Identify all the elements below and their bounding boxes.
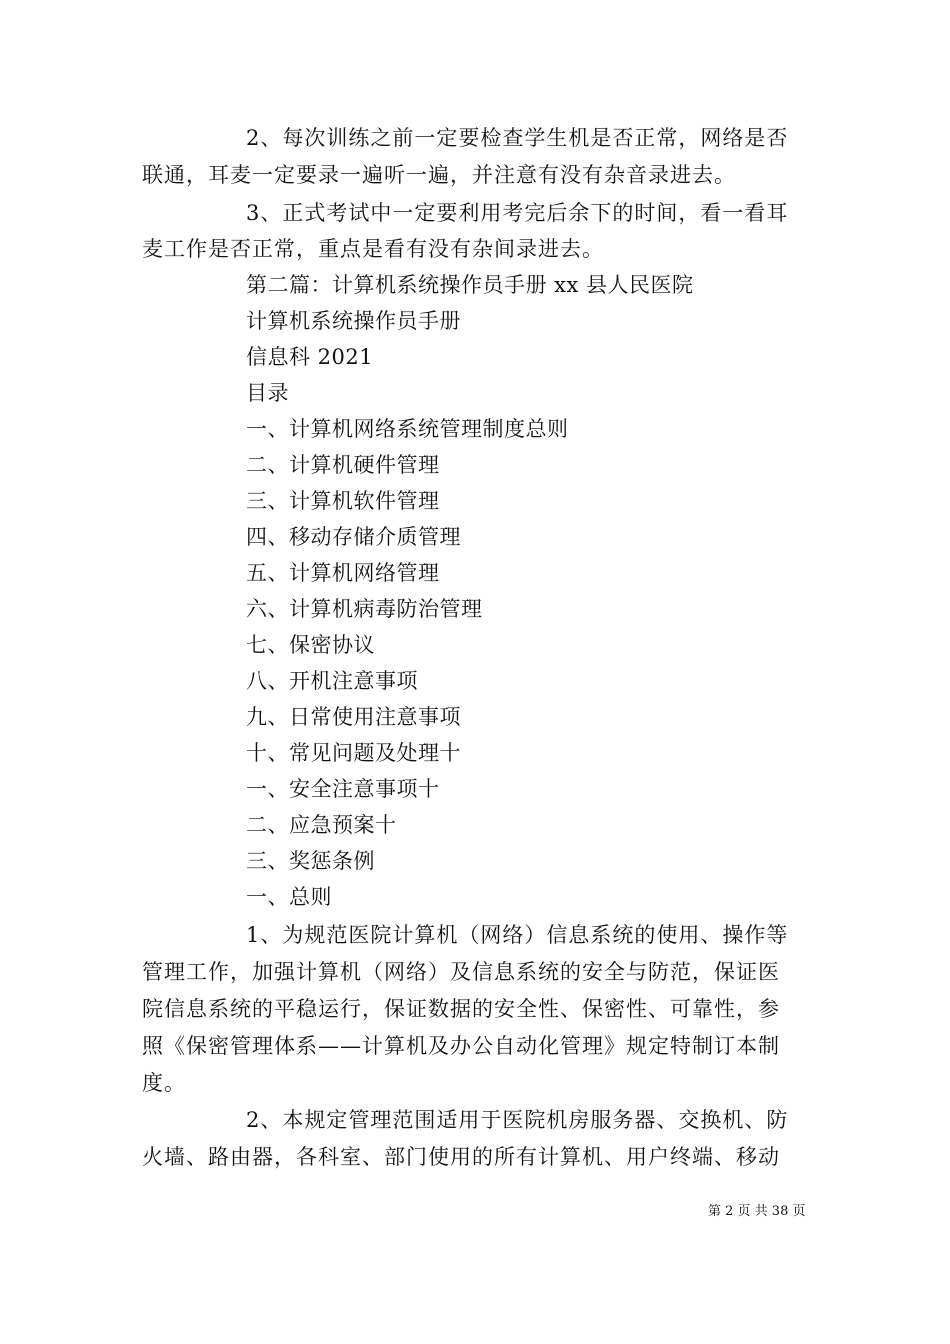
section-paragraph-1-line-2: 管理工作，加强计算机（网络）及信息系统的安全与防范，保证医: [142, 960, 780, 984]
toc-item: 五、计算机网络管理: [246, 561, 440, 585]
toc-item: 三、奖惩条例: [246, 849, 375, 873]
part-title: 第二篇：计算机系统操作员手册 xx 县人民医院: [246, 273, 694, 297]
section-paragraph-1-line-3: 院信息系统的平稳运行，保证数据的安全性、保密性、可靠性，参: [142, 997, 780, 1021]
toc-title: 目录: [246, 381, 289, 405]
paragraph-3-line-1: 3、正式考试中一定要利用考完后余下的时间，看一看耳: [246, 201, 789, 225]
section-paragraph-1-line-5: 度。: [142, 1071, 186, 1095]
section-paragraph-2-line-1: 2、本规定管理范围适用于医院机房服务器、交换机、防: [246, 1108, 789, 1132]
toc-item: 三、计算机软件管理: [246, 489, 440, 513]
toc-item: 十、常见问题及处理十: [246, 741, 461, 765]
toc-item: 九、日常使用注意事项: [246, 705, 461, 729]
toc-item: 二、应急预案十: [246, 813, 397, 837]
toc-item: 二、计算机硬件管理: [246, 453, 440, 477]
section-paragraph-1-line-1: 1、为规范医院计算机（网络）信息系统的使用、操作等: [246, 923, 789, 947]
paragraph-2-line-2: 联通，耳麦一定要录一遍听一遍，并注意有没有杂音录进去。: [142, 163, 736, 187]
page-number-footer: 第 2 页 共 38 页: [708, 1204, 806, 1219]
paragraph-2-line-1: 2、每次训练之前一定要检查学生机是否正常，网络是否: [246, 126, 789, 150]
toc-item: 七、保密协议: [246, 633, 375, 657]
section-paragraph-2-line-2: 火墙、路由器，各科室、部门使用的所有计算机、用户终端、移动: [142, 1145, 780, 1169]
manual-title: 计算机系统操作员手册: [246, 309, 461, 333]
paragraph-3-line-2: 麦工作是否正常，重点是看有没有杂间录进去。: [142, 237, 604, 261]
toc-item: 八、开机注意事项: [246, 669, 418, 693]
department-year: 信息科 2021: [246, 345, 374, 369]
toc-item: 四、移动存储介质管理: [246, 525, 461, 549]
section-paragraph-1-line-4: 照《保密管理体系——计算机及办公自动化管理》规定特制订本制: [142, 1034, 780, 1058]
section-title: 一、总则: [246, 885, 332, 909]
toc-item: 一、安全注意事项十: [246, 777, 440, 801]
toc-item: 一、计算机网络系统管理制度总则: [246, 417, 569, 441]
toc-item: 六、计算机病毒防治管理: [246, 597, 483, 621]
